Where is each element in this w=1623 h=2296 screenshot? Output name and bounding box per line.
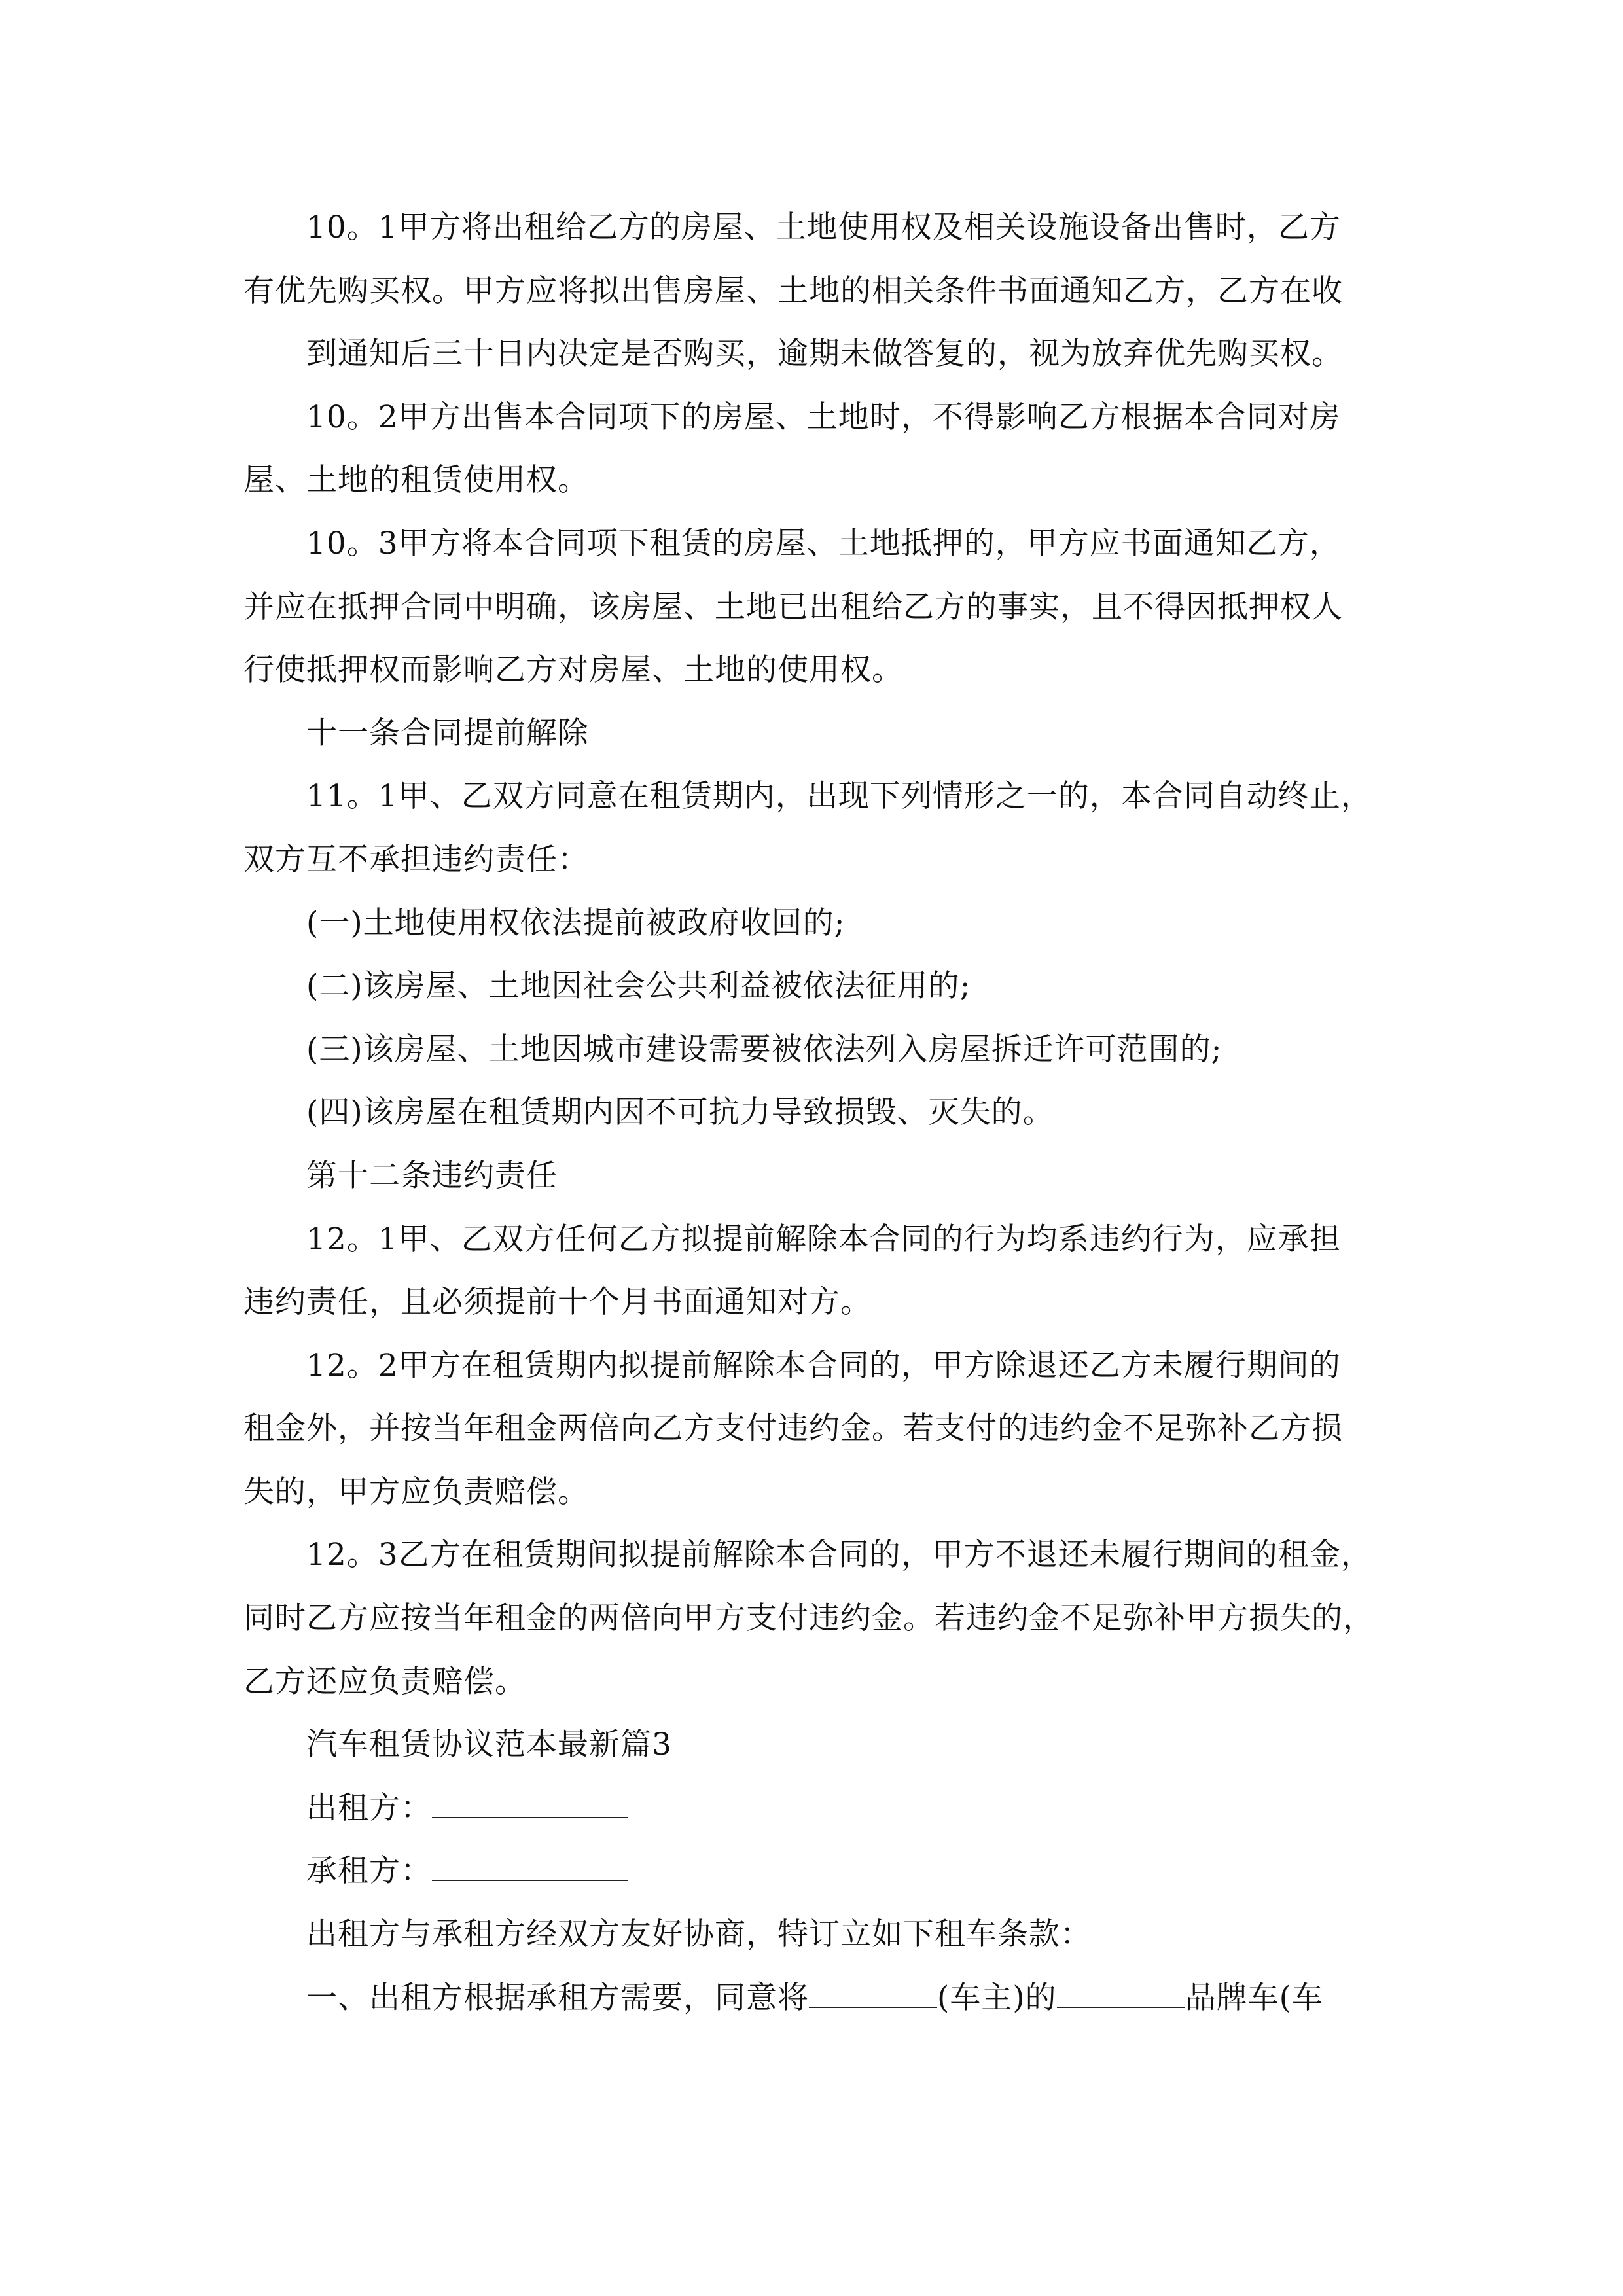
list-item: (三)该房屋、土地因城市建设需要被依法列入房屋拆迁许可范围的; — [306, 1031, 1222, 1067]
clause-one-line — [243, 1967, 1382, 2030]
paragraph-line: 违约责任，且必须提前十个月书面通知对方。 — [243, 1284, 872, 1321]
paragraph-line: 10。1甲方将出租给乙方的房屋、土地使用权及相关设施设备出售时，乙方 — [306, 209, 1341, 245]
intro-line: 出租方与承租方经双方友好协商，特订立如下租车条款： — [306, 1916, 1092, 1953]
lessor-line — [243, 1777, 1382, 1840]
document-title: 汽车租赁协议范本最新篇3 — [306, 1727, 672, 1763]
paragraph-line: 乙方还应负责赔偿。 — [243, 1663, 526, 1700]
paragraph-line: 12。3乙方在租赁期间拟提前解除本合同的，甲方不退还未履行期间的租金， — [306, 1537, 1372, 1573]
lessee-blank-field — [432, 1854, 628, 1881]
section-heading: 十一条合同提前解除 — [306, 715, 589, 751]
paragraph-line: 到通知后三十日内决定是否购买，逾期未做答复的，视为放弃优先购买权。 — [306, 336, 1343, 372]
paragraph-line: 10。3甲方将本合同项下租赁的房屋、土地抵押的，甲方应书面通知乙方， — [306, 525, 1341, 562]
list-item: (四)该房屋在租赁期内因不可抗力导致损毁、灭失的。 — [306, 1094, 1054, 1131]
list-item: (二)该房屋、土地因社会公共利益被依法征用的; — [306, 968, 971, 1005]
paragraph-line: 屋、土地的租赁使用权。 — [243, 462, 589, 499]
clause-one-part1: 一、出租方根据承租方需要，同意将 — [306, 1979, 809, 2016]
clause-one-part2: (车主)的 — [937, 1979, 1057, 2016]
paragraph-line: 失的，甲方应负责赔偿。 — [243, 1473, 589, 1510]
lessor-label: 出租方： — [306, 1789, 432, 1826]
section-heading: 第十二条违约责任 — [306, 1157, 558, 1194]
lessee-line — [243, 1840, 1382, 1903]
paragraph-line: 12。1甲、乙双方任何乙方拟提前解除本合同的行为均系违约行为，应承担 — [306, 1221, 1341, 1257]
paragraph-line: 12。2甲方在租赁期内拟提前解除本合同的，甲方除退还乙方未履行期间的 — [306, 1347, 1341, 1384]
document-body — [243, 196, 1382, 2030]
list-item: (一)土地使用权依法提前被政府收回的; — [306, 905, 846, 941]
paragraph-line: 有优先购买权。甲方应将拟出售房屋、土地的相关条件书面通知乙方，乙方在收 — [243, 272, 1343, 309]
paragraph-line: 行使抵押权而影响乙方对房屋、土地的使用权。 — [243, 652, 903, 689]
paragraph-line: 10。2甲方出售本合同项下的房屋、土地时，不得影响乙方根据本合同对房 — [306, 399, 1341, 435]
lessee-label: 承租方： — [306, 1853, 432, 1890]
paragraph-line: 同时乙方应按当年租金的两倍向甲方支付违约金。若违约金不足弥补甲方损失的， — [243, 1600, 1374, 1637]
paragraph-line: 双方互不承担违约责任： — [243, 841, 589, 878]
paragraph-line: 租金外，并按当年租金两倍向乙方支付违约金。若支付的违约金不足弥补乙方损 — [243, 1410, 1343, 1447]
paragraph-line: 11。1甲、乙双方同意在租赁期内，出现下列情形之一的，本合同自动终止， — [306, 778, 1372, 815]
clause-one-part3: 品牌车(车 — [1185, 1979, 1324, 2016]
brand-blank-field — [1057, 1981, 1185, 2008]
paragraph-line: 并应在抵押合同中明确，该房屋、土地已出租给乙方的事实，且不得因抵押权人 — [243, 588, 1343, 625]
lessor-blank-field — [432, 1791, 628, 1818]
owner-blank-field — [809, 1981, 937, 2008]
